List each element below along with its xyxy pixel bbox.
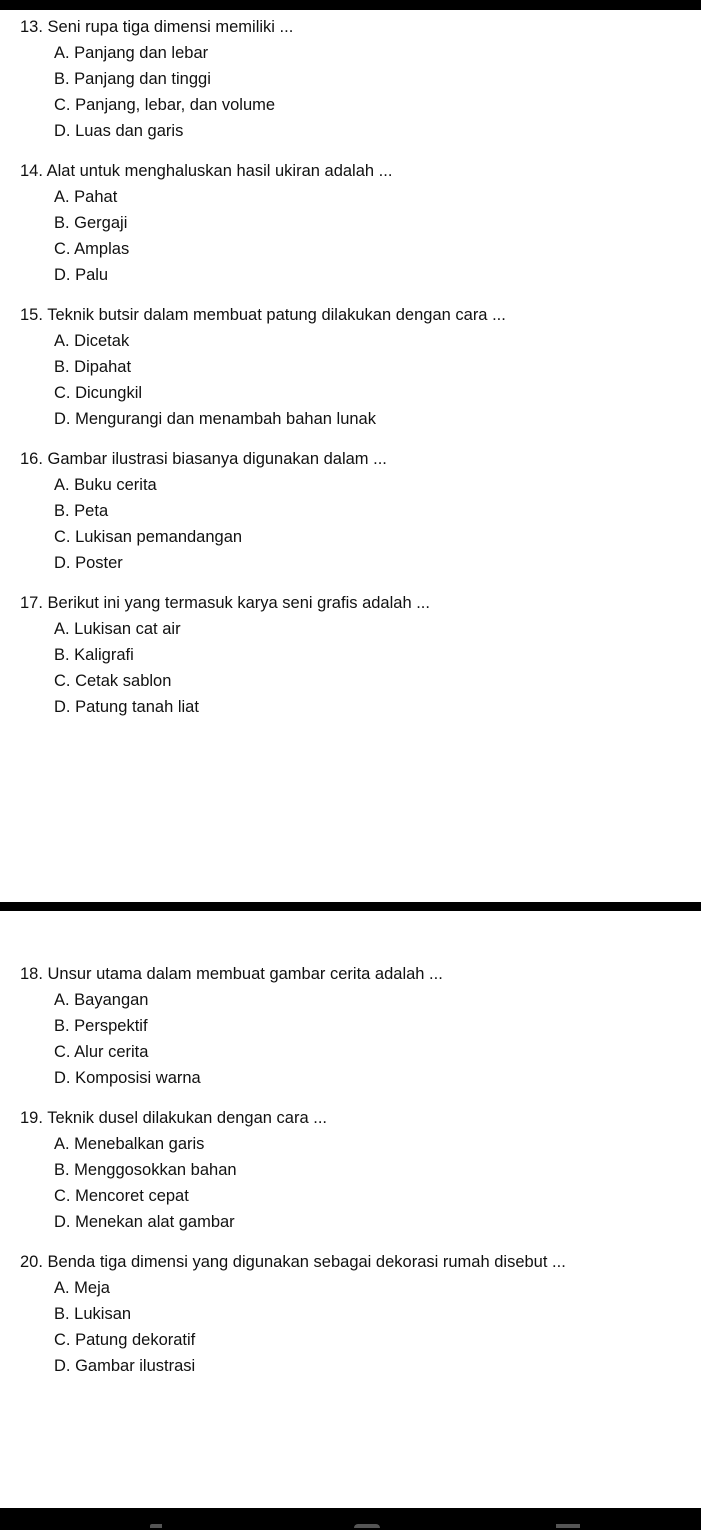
option-c: C. Amplas xyxy=(54,240,130,258)
option-a: A. Panjang dan lebar xyxy=(54,44,209,62)
question-text: 19. Teknik dusel dilakukan dengan cara ... xyxy=(20,1109,327,1127)
navigation-bar xyxy=(0,1508,701,1530)
option-b: B. Lukisan xyxy=(54,1305,132,1323)
option-b: B. Perspektif xyxy=(54,1017,148,1035)
option-c: C. Patung dekoratif xyxy=(54,1331,196,1349)
back-icon[interactable] xyxy=(150,1524,162,1528)
question-16 xyxy=(0,446,701,576)
option-b: B. Menggosokkan bahan xyxy=(54,1161,237,1179)
option-a: A. Dicetak xyxy=(54,332,130,350)
option-c: C. Mencoret cepat xyxy=(54,1187,189,1205)
option-b: B. Gergaji xyxy=(54,214,128,232)
question-14 xyxy=(0,158,701,288)
option-d: D. Mengurangi dan menambah bahan lunak xyxy=(54,410,376,428)
question-18 xyxy=(0,961,701,1091)
option-a: A. Bayangan xyxy=(54,991,149,1009)
option-d: D. Poster xyxy=(54,554,123,572)
option-b: B. Panjang dan tinggi xyxy=(54,70,211,88)
status-bar xyxy=(0,0,701,10)
question-17 xyxy=(0,590,701,720)
recent-apps-icon[interactable] xyxy=(556,1524,580,1528)
option-d: D. Palu xyxy=(54,266,109,284)
option-d: D. Gambar ilustrasi xyxy=(54,1357,196,1375)
questions-page-2 xyxy=(0,911,701,1379)
page-divider xyxy=(0,902,701,911)
question-15 xyxy=(0,302,701,432)
option-d: D. Komposisi warna xyxy=(54,1069,201,1087)
questions-page-1 xyxy=(0,10,701,720)
option-b: B. Dipahat xyxy=(54,358,132,376)
option-a: A. Meja xyxy=(54,1279,110,1297)
option-a: A. Pahat xyxy=(54,188,118,206)
option-c: C. Lukisan pemandangan xyxy=(54,528,243,546)
option-b: B. Kaligrafi xyxy=(54,646,134,664)
option-d: D. Menekan alat gambar xyxy=(54,1213,235,1231)
option-a: A. Menebalkan garis xyxy=(54,1135,205,1153)
question-text: 15. Teknik butsir dalam membuat patung dilakukan dengan cara ... xyxy=(20,306,506,324)
option-d: D. Patung tanah liat xyxy=(54,698,199,716)
question-19 xyxy=(0,1105,701,1235)
option-d: D. Luas dan garis xyxy=(54,122,184,140)
question-text: 13. Seni rupa tiga dimensi memiliki ... xyxy=(20,18,294,36)
option-a: A. Lukisan cat air xyxy=(54,620,181,638)
home-icon[interactable] xyxy=(354,1524,380,1528)
option-c: C. Panjang, lebar, dan volume xyxy=(54,96,276,114)
question-text: 20. Benda tiga dimensi yang digunakan sebagai dekorasi rumah disebut ... xyxy=(20,1253,566,1271)
option-c: C. Dicungkil xyxy=(54,384,143,402)
question-text: 14. Alat untuk menghaluskan hasil ukiran adalah ... xyxy=(20,162,393,180)
question-20 xyxy=(0,1249,701,1379)
option-c: C. Alur cerita xyxy=(54,1043,149,1061)
option-a: A. Buku cerita xyxy=(54,476,157,494)
question-13 xyxy=(0,14,701,144)
option-b: B. Peta xyxy=(54,502,109,520)
question-text: 16. Gambar ilustrasi biasanya digunakan dalam ... xyxy=(20,450,387,468)
question-text: 17. Berikut ini yang termasuk karya seni grafis adalah ... xyxy=(20,594,430,612)
option-c: C. Cetak sablon xyxy=(54,672,172,690)
question-text: 18. Unsur utama dalam membuat gambar cerita adalah ... xyxy=(20,965,443,983)
